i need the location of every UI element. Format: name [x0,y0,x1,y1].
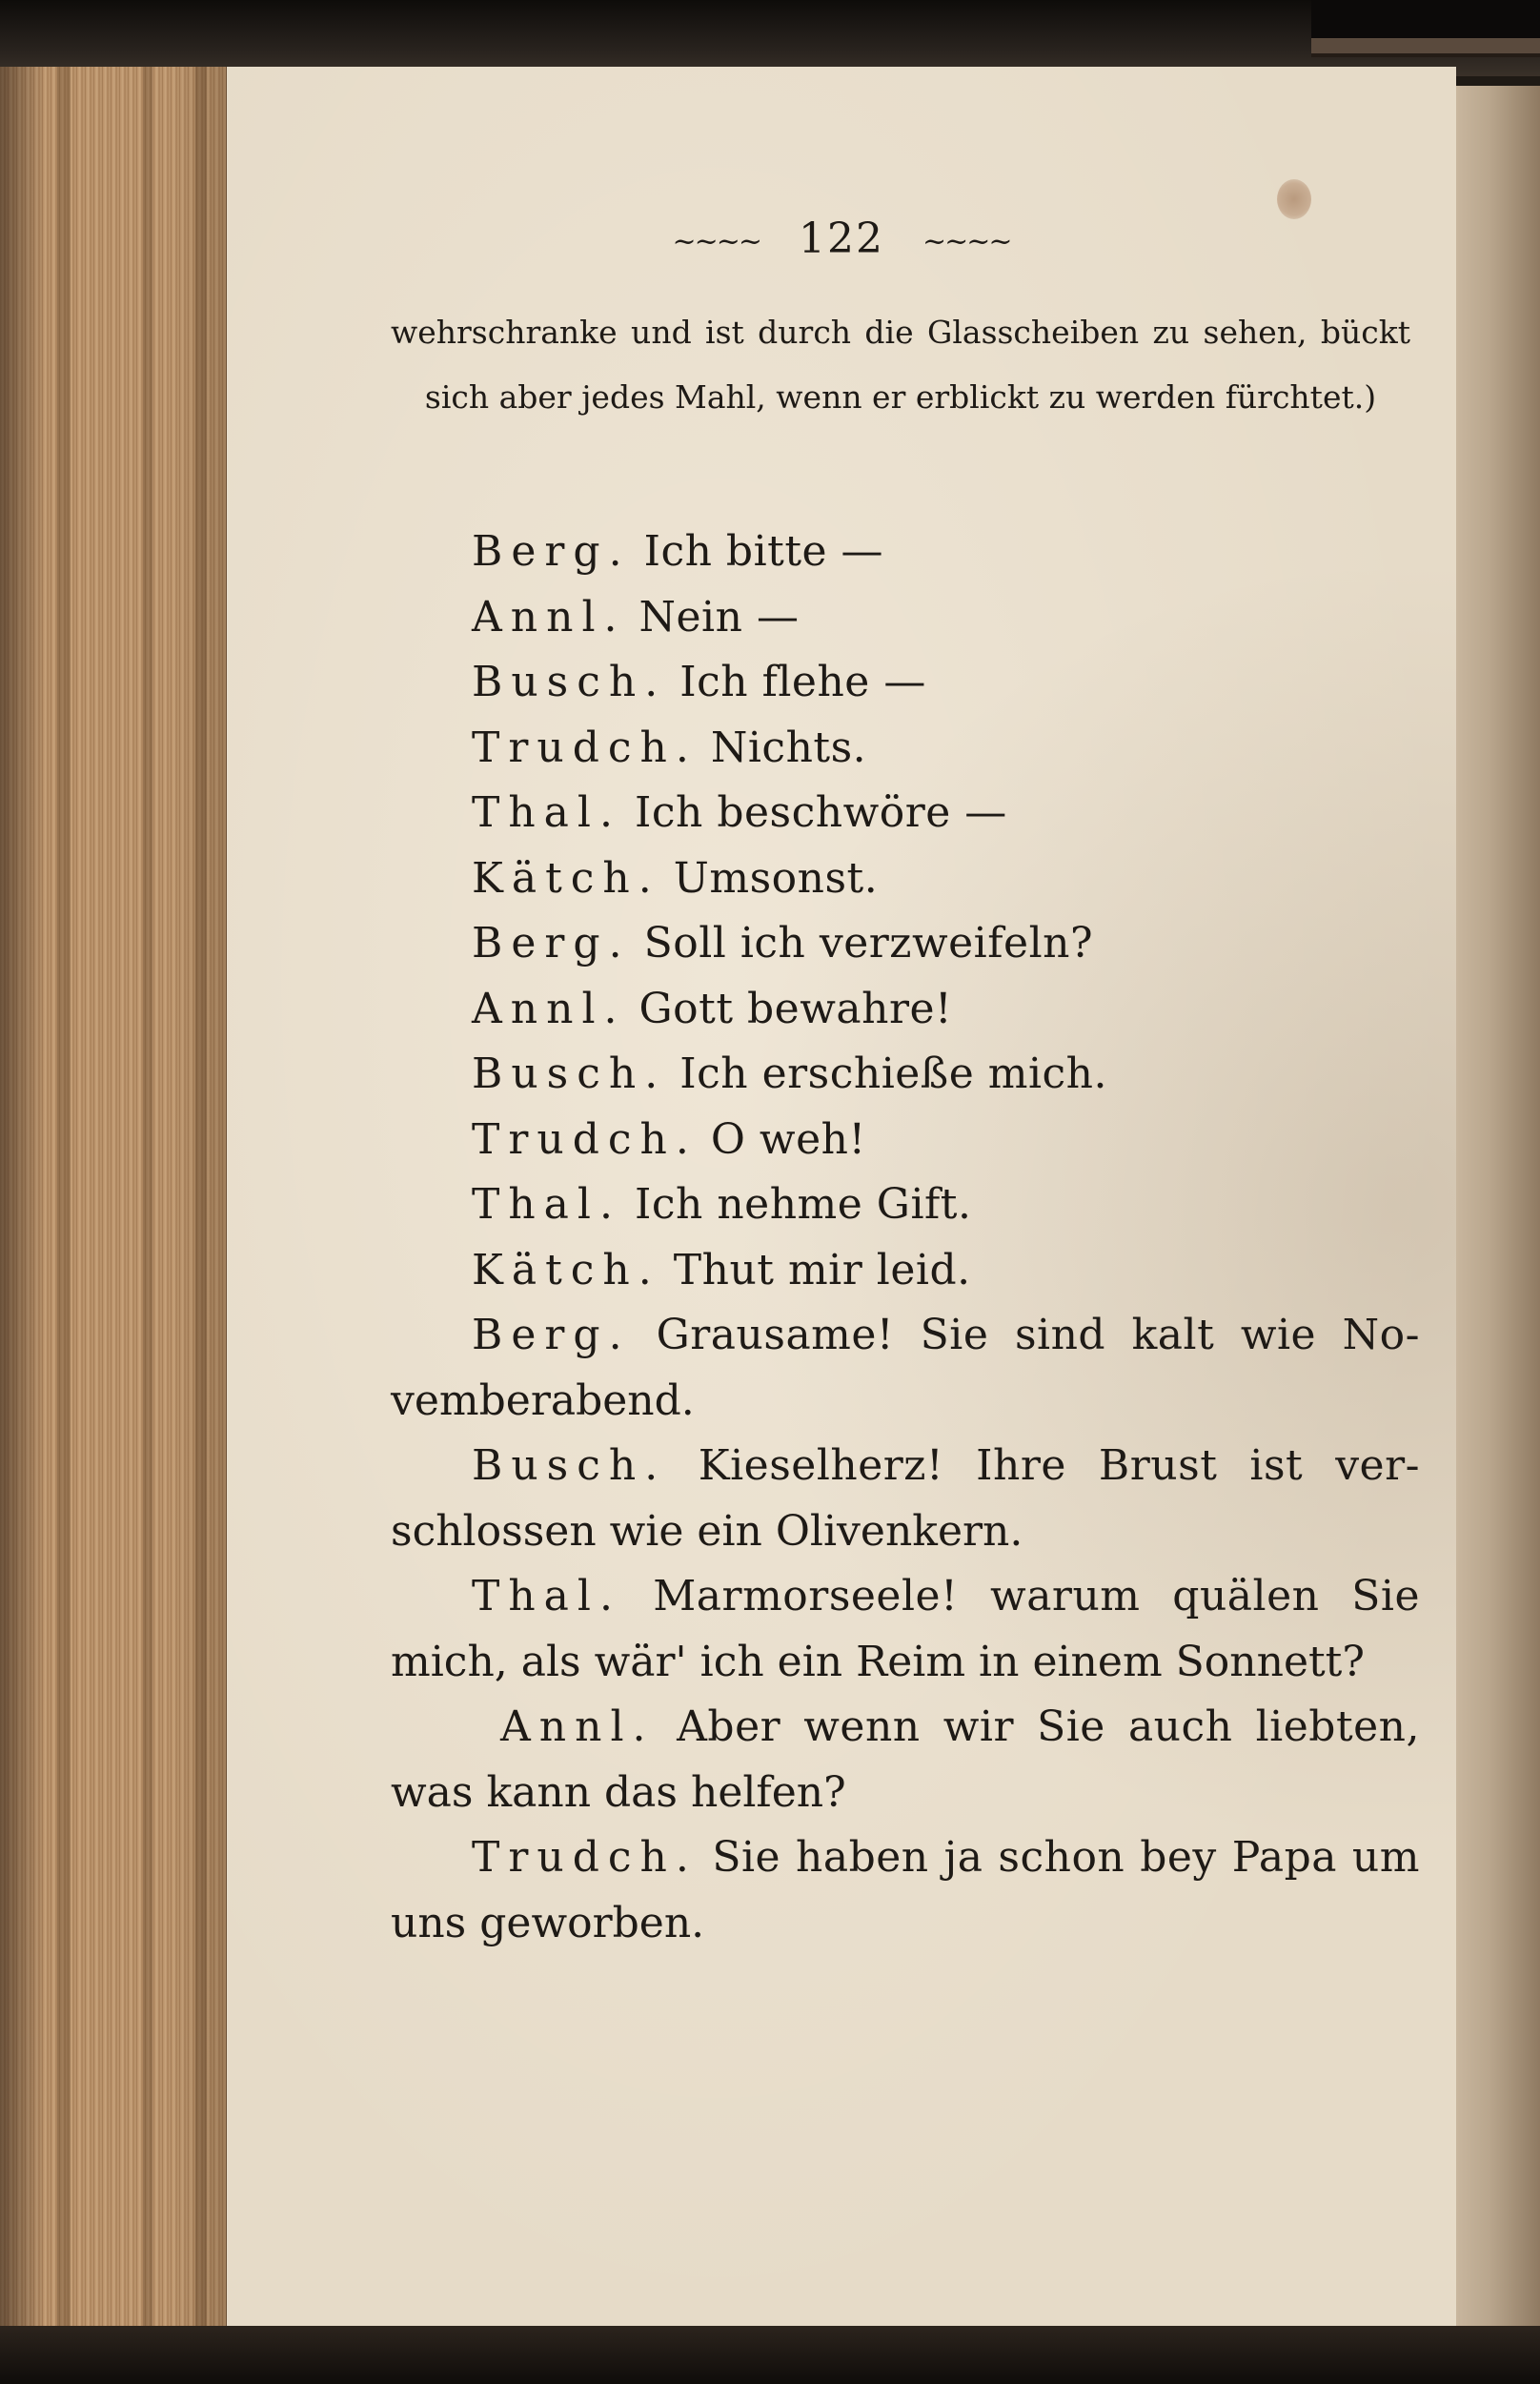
speech-text: O weh! [710,1114,866,1164]
book-cover-top-edge [0,0,1540,76]
speaker-name: Berg. [472,1311,631,1359]
speaker-name: Thal. [472,788,621,837]
speech-text: Ich erschieße mich. [679,1049,1107,1098]
dialogue-line [391,1695,1420,1761]
dialogue-block [391,520,1420,1956]
dialogue-continuation: uns geworben. [391,1898,705,1947]
ornament-right: ~~~~ [922,225,1011,258]
speaker-name: Trudch. [472,1833,698,1882]
speaker-name: Trudch. [472,723,698,772]
speaker-name: Busch. [472,1049,667,1098]
speaker-name: Busch. [472,658,667,706]
dialogue-continuation: schlossen wie ein Olivenkern. [391,1506,1023,1556]
dialogue-line [391,1172,1420,1238]
speech-text: Nichts. [710,723,867,772]
speaker-name: Trudch. [472,1114,698,1164]
speech-text: Aber wenn wir Sie auch liebten, [677,1702,1420,1751]
dialogue-line [391,1303,1420,1369]
page-stack-shadow [0,67,229,2335]
book-cover-corner [1311,0,1540,57]
speech-text: Grausame! Sie sind kalt wie No- [656,1311,1420,1359]
dialogue-line [391,846,1420,912]
speech-text: Ich bitte — [643,527,884,576]
page-header [227,214,1456,263]
speaker-name: Annl. [472,984,626,1033]
speaker-name: Annl. [500,1702,655,1751]
dialogue-continuation: was kann das helfen? [391,1767,846,1817]
speaker-name: Thal. [472,1572,621,1620]
dialogue-line [391,716,1420,782]
speech-text: Gott bewahre! [638,984,953,1033]
dialogue-line [391,1825,1420,1891]
page-number: 122 [799,214,884,263]
dialogue-line [391,585,1420,651]
dialogue-line [391,781,1420,846]
speech-text: Ich flehe — [679,658,926,706]
dialogue-line [391,1434,1420,1499]
dialogue-line [391,650,1420,716]
speech-text: Ich nehme Gift. [634,1180,972,1229]
dialogue-continuation: mich, als wär' ich ein Reim in einem Sonnett? [391,1637,1365,1686]
ornament-left: ~~~~ [672,225,760,258]
speaker-name: Berg. [472,527,631,576]
dialogue-line [391,1564,1420,1630]
facing-page-edge [1456,86,1540,2345]
speech-text: Marmorseele! warum quälen Sie [653,1572,1420,1620]
dialogue-line [391,1108,1420,1173]
dialogue-continuation: vemberabend. [391,1375,695,1425]
dialogue-line [391,1042,1420,1108]
speaker-name: Busch. [472,1441,667,1490]
speaker-name: Kätch. [472,1245,660,1294]
speaker-name: Berg. [472,919,631,968]
dialogue-line [391,911,1420,977]
speaker-name: Annl. [472,592,626,642]
dialogue-line [391,977,1420,1043]
speech-text: Thut mir leid. [673,1245,971,1294]
speech-text: Soll ich verzweifeln? [643,919,1094,968]
dialogue-line [391,520,1420,585]
book-cover-bottom-edge [0,2326,1540,2384]
speaker-name: Thal. [472,1180,621,1229]
dialogue-line [391,1238,1420,1304]
speaker-name: Kätch. [472,853,660,903]
stage-direction: wehrschranke und ist durch die Glasscheiben zu sehen, bückt sich aber jedes Mahl, wenn er erblickt zu werden fürchtet.) [391,314,1410,416]
speech-text: Ich beschwöre — [634,788,1007,837]
speech-text: Umsonst. [673,853,879,903]
speech-text: Nein — [638,592,800,642]
speech-text: Kieselherz! Ihre Brust ist ver- [698,1441,1420,1490]
paper-stain [1277,179,1311,219]
speech-text: Sie haben ja schon bey Papa um [712,1833,1420,1882]
